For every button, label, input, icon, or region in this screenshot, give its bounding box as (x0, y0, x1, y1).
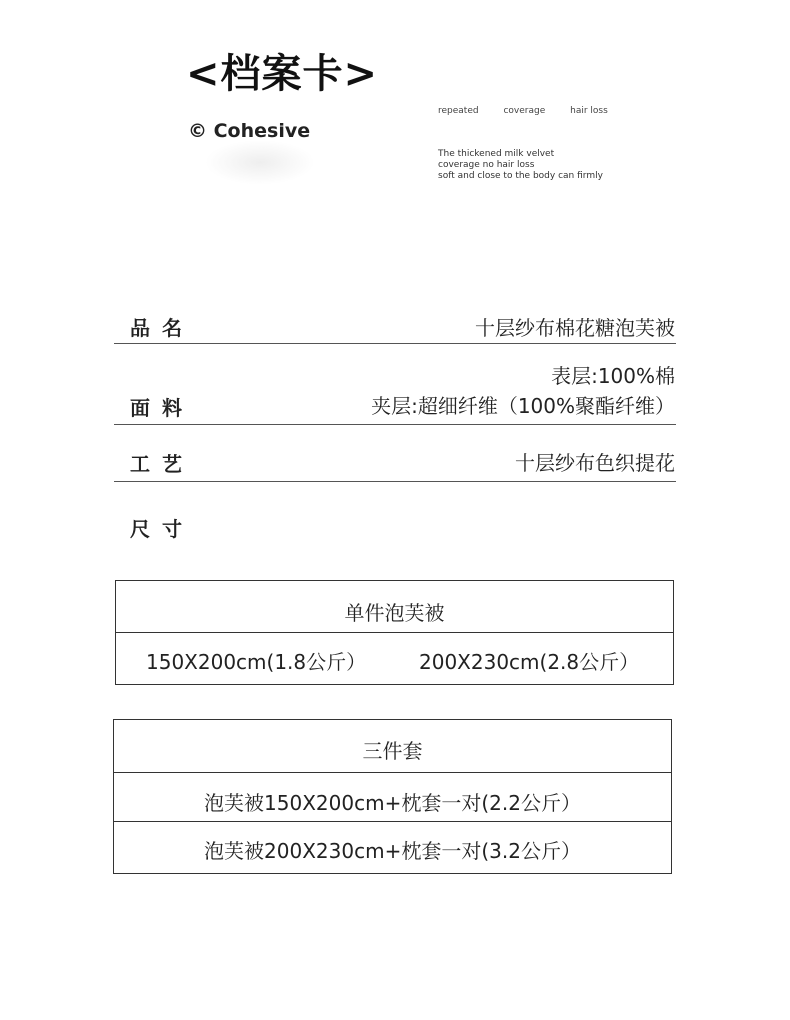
description-line: soft and close to the body can firmly (438, 171, 603, 181)
brand-logo-text: © Cohesive (188, 120, 311, 142)
card-title: <档案卡> (186, 51, 379, 97)
description-line: The thickened milk velvet (438, 149, 555, 159)
size-option: 150X200cm(1.8公斤） (146, 650, 367, 674)
table-divider (116, 632, 673, 633)
tag-coverage: coverage (503, 106, 546, 116)
label-size: 尺寸 (130, 517, 194, 541)
table-row: 泡芙被200X230cm+枕套一对(3.2公斤） (204, 839, 581, 863)
divider (114, 424, 676, 425)
brand-glow-decoration (205, 140, 315, 185)
table-divider (114, 821, 671, 822)
label-craft: 工艺 (130, 452, 194, 476)
three-piece-set-table (113, 719, 672, 874)
value-fabric-surface: 表层:100%棉 (551, 364, 675, 388)
value-fabric-inner: 夹层:超细纤维（100%聚酯纤维） (371, 394, 675, 418)
table-divider (114, 772, 671, 773)
divider (114, 343, 676, 344)
single-quilt-table (115, 580, 674, 685)
table-row: 泡芙被150X200cm+枕套一对(2.2公斤） (204, 791, 581, 815)
label-product-name: 品名 (130, 316, 194, 340)
tag-repeated: repeated (438, 106, 479, 116)
description-line: coverage no hair loss (438, 160, 535, 170)
tag-hair-loss: hair loss (570, 106, 608, 116)
value-craft: 十层纱布色织提花 (515, 451, 675, 475)
single-table-title: 单件泡芙被 (344, 601, 445, 625)
size-option: 200X230cm(2.8公斤） (419, 650, 640, 674)
feature-tags (438, 106, 630, 116)
product-description (438, 149, 603, 182)
label-fabric: 面料 (130, 396, 194, 420)
divider (114, 481, 676, 482)
set-table-title: 三件套 (362, 739, 423, 763)
value-product-name: 十层纱布棉花糖泡芙被 (475, 316, 675, 340)
